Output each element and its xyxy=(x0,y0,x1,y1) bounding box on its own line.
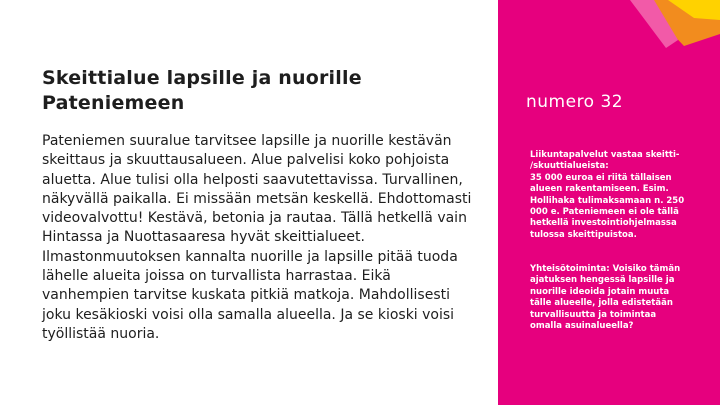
panel-line: 35 000 euroa ei riitä tällaisen xyxy=(530,172,672,183)
title-line: Skeittialue lapsille ja nuorille xyxy=(42,67,362,89)
panel-line: hetkellä investointiohjelmassa xyxy=(530,218,677,229)
side-panel xyxy=(498,0,720,405)
body-line: videovalvottu! Kestävä, betonia ja rautaa. Tällä hetkellä vain xyxy=(42,210,467,227)
body-line: lähelle alueita joissa on turvallista harrastaa. Eikä xyxy=(42,268,391,285)
panel-line: Yhteisötoiminta: Voisiko tämän xyxy=(530,264,681,274)
body-line: Hintassa ja Nuottasaaresa hyvät skeittialueet. xyxy=(42,229,365,246)
slide-title xyxy=(42,66,482,116)
body-line: joku kesäkioski voisi olla samalla alueella. Ja se kioski voisi xyxy=(42,306,455,323)
panel-line: nuorille ideoida jotain muuta xyxy=(530,286,670,297)
content-column xyxy=(42,66,482,344)
body-line: aluetta. Alue tulisi olla helposti saavutettavissa. Turvallinen, xyxy=(42,171,463,188)
body-line: Ilmastonmuutoksen kannalta nuorille ja lapsille pitää tuoda xyxy=(42,248,458,265)
panel-line: turvallisuutta ja toimintaa xyxy=(530,309,657,320)
body-line: työllistää nuoria. xyxy=(42,325,160,342)
panel-line: alueen rakentamiseen. Esim. xyxy=(530,184,669,195)
panel-number: numero 32 xyxy=(526,92,624,112)
body-line: skeittaus ja skuuttausalueen. Alue palvelisi koko pohjoista xyxy=(42,152,450,169)
body-line: näkyvällä paikalla. Ei missään metsän keskellä. Ehdottomasti xyxy=(42,190,472,207)
body-line: Pateniemen suuralue tarvitsee lapsille ja nuorille kestävän xyxy=(42,133,452,149)
title-line: Pateniemeen xyxy=(42,92,185,114)
panel-line: tulossa skeittipuistoa. xyxy=(530,229,637,240)
panel-line: omalla asuinalueella? xyxy=(530,321,634,332)
panel-line: tälle alueelle, jolla edistetään xyxy=(530,298,673,309)
decorative-corner-shape xyxy=(610,0,720,60)
panel-line: Hollihaka tulimaksamaan n. 250 xyxy=(530,195,685,206)
panel-line: ajatuksen hengessä lapsille ja xyxy=(530,275,675,286)
panel-line: 000 e. Pateniemeen ei ole tällä xyxy=(530,207,679,218)
body-line: vanhempien tarvitse kuskata pitkiä matkoja. Mahdollisesti xyxy=(42,287,450,304)
panel-line: Liikuntapalvelut vastaa skeitti- xyxy=(530,150,680,160)
panel-line: /skuuttialueista: xyxy=(530,161,609,172)
panel-community-text xyxy=(530,264,690,332)
panel-response-text xyxy=(530,150,690,241)
slide-body xyxy=(42,132,472,344)
